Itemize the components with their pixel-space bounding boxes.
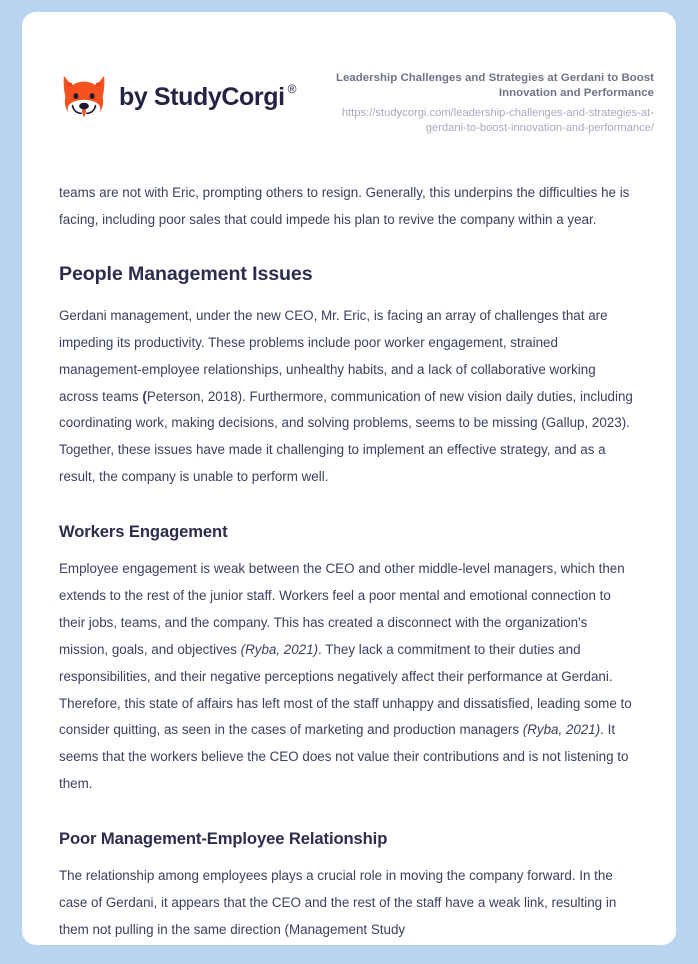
brand-logo-group[interactable] [60, 62, 296, 120]
document-page [22, 12, 676, 945]
people-management-paragraph [59, 303, 636, 491]
document-header [22, 12, 676, 136]
brand-wordmark-text: by StudyCorgi [119, 82, 285, 111]
registered-trademark-icon: ® [287, 81, 297, 96]
citation-ryba-2021-first: (Ryba, 2021) [240, 641, 319, 657]
workers-engagement-text-part3: . It seems that the workers believe the CEO does not value their contributions and is not listening to them. [59, 722, 629, 791]
source-url[interactable]: https://studycorgi.com/leadership-challenges-and-strategies-at-gerdani-to-boost-innovation-and-performance/ [341, 107, 654, 135]
people-management-text-part2: Peterson, 2018). Furthermore, communication of new vision daily duties, including coordinating work, making decisions, and solving problems, seems to be missing (Gallup, 2023). Together, these issues have made it challenging to implement an effective strategy, and as a result, the company is unable to perform well. [59, 388, 633, 485]
people-management-text-part1: Gerdani management, under the new CEO, Mr. Eric, is facing an array of challenges that are impeding its productivity. These problems include poor worker engagement, strained management-employee relationships, unhealthy habits, and a lack of collaborative working across teams [59, 308, 608, 404]
document-body [22, 180, 676, 944]
header-meta [302, 62, 654, 136]
heading-poor-management-employee-relationship: Poor Management-Employee Relationship [59, 828, 388, 848]
workers-engagement-text-part1: Employee engagement is weak between the CEO and other middle-level managers, which then extends to the rest of the junior staff. Workers feel a poor mental and emotional connection to their jobs, teams, and the company. This has created a disconnect with the organization's mission, goals, and objectives [59, 561, 625, 657]
brand-wordmark [119, 81, 297, 111]
heading-people-management-issues: People Management Issues [59, 262, 313, 285]
citation-ryba-2021-second: (Ryba, 2021) [522, 722, 601, 738]
workers-engagement-paragraph [59, 556, 636, 797]
page-title: Leadership Challenges and Strategies at Gerdani to Boost Innovation and Performance [335, 72, 654, 100]
people-management-open-paren: ( [142, 388, 147, 404]
intro-paragraph: teams are not with Eric, prompting others to resign. Generally, this underpins the difficulties he is facing, including poor sales that could impede his plan to revive the company within a year. [59, 185, 630, 227]
poor-relationship-paragraph: The relationship among employees plays a crucial role in moving the company forward. In the case of Gerdani, it appears that the CEO and the rest of the staff have a weak link, resulting in them not pulling in the same direction (Management Study [59, 868, 617, 937]
workers-engagement-text-part2: . They lack a commitment to their duties and responsibilities, and their negative perceptions negatively affect their performance at Gerdani. Therefore, this state of affairs has left most of the staff unhappy and dissatisfied, leading some to consider quitting, as seen in the cases of marketing and production managers [59, 641, 632, 738]
corgi-face-icon [60, 74, 108, 120]
heading-workers-engagement: Workers Engagement [59, 521, 228, 541]
